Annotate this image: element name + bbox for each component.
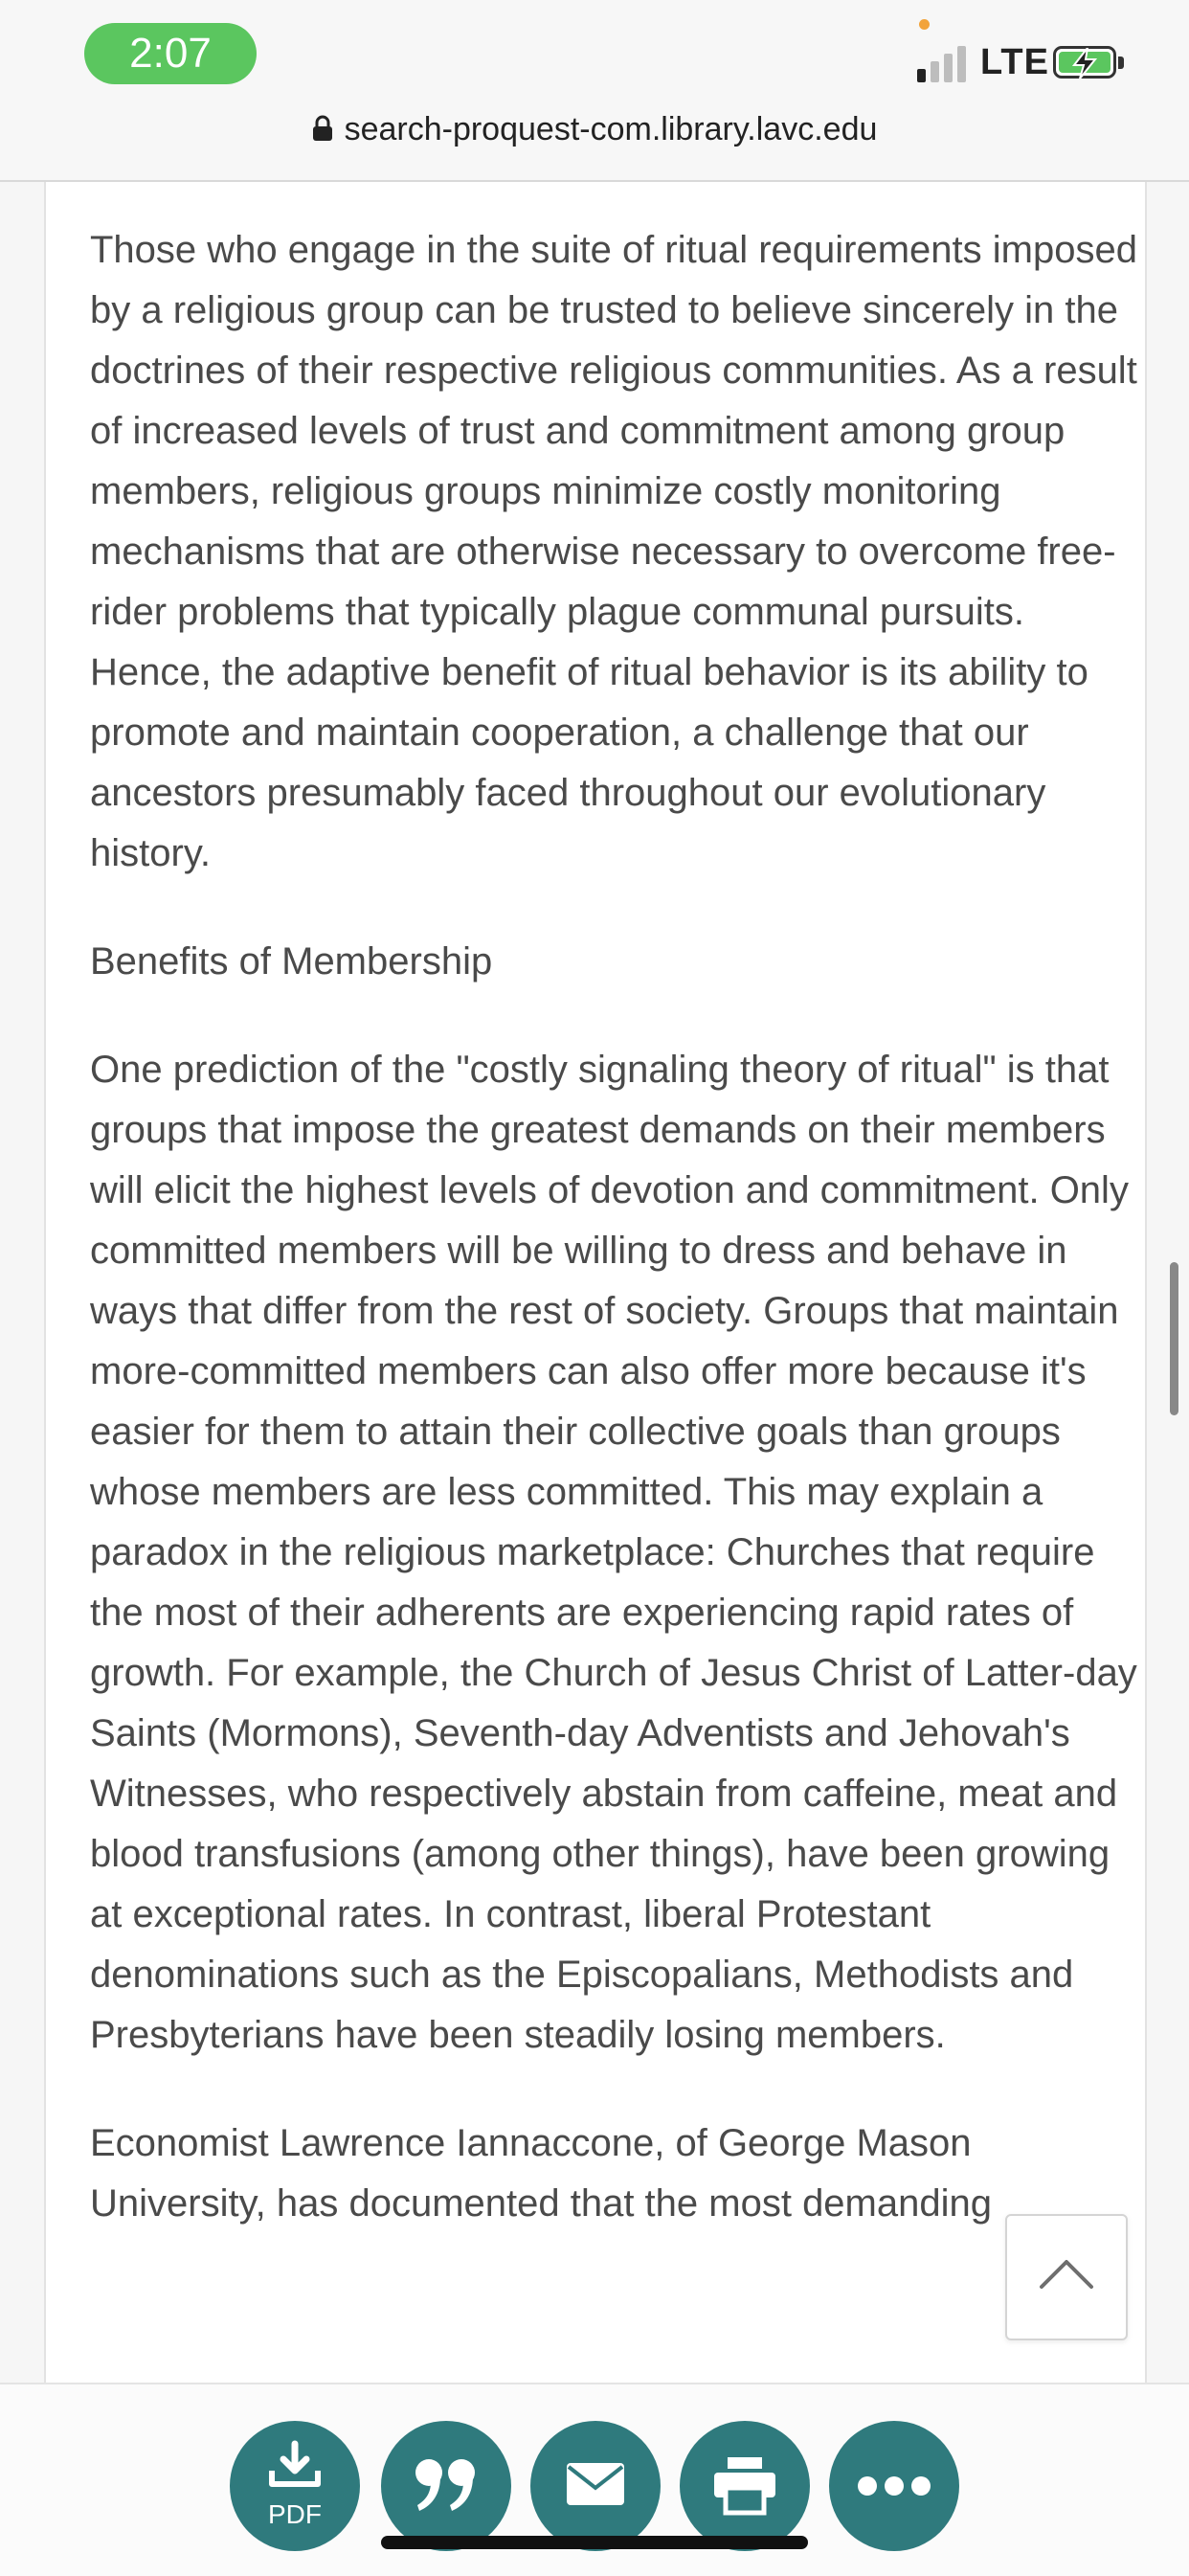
battery-charging-icon xyxy=(1053,46,1126,82)
chevron-up-icon xyxy=(1036,2254,1097,2293)
more-dots-icon xyxy=(856,2474,932,2497)
article-paragraph: Those who engage in the suite of ritual requirements imposed by a religious group can be trusted to believe sincerely in the doctrines of their respective religious communities. As a result of increased levels of trust and commitment among group members, religious groups minimize costly monitoring mechanisms that are otherwise necessary to overcome free-rider problems that typically plague communal pursuits. Hence, the adaptive benefit of ritual behavior is its ability to promote and maintain cooperation, a challenge that our ancestors presumably faced throughout our evolutionary history. xyxy=(90,229,1137,874)
download-icon xyxy=(266,2440,324,2494)
home-indicator[interactable] xyxy=(381,2536,808,2549)
article-body xyxy=(90,220,1143,2234)
email-button[interactable] xyxy=(530,2421,661,2551)
more-options-button[interactable] xyxy=(829,2421,959,2551)
article-page xyxy=(44,182,1147,2384)
cellular-signal-icon xyxy=(917,44,971,82)
envelope-icon xyxy=(565,2461,626,2507)
cite-button[interactable] xyxy=(381,2421,511,2551)
privacy-indicator-dot xyxy=(919,19,930,30)
back-to-top-button[interactable] xyxy=(1005,2214,1128,2340)
browser-top-bar xyxy=(0,0,1189,182)
download-pdf-button[interactable] xyxy=(230,2421,360,2551)
article-paragraph: One prediction of the "costly signaling theory of ritual" is that groups that impose the greatest demands on their members will elicit the highest levels of devotion and commitment. Only committed members will be willing to dress and behave in ways that differ from the rest of society. Groups that maintain more-committed members can also offer more because it's easier for them to attain their collective goals than groups whose members are less committed. This may explain a paradox in the religious marketplace: Churches that require the most of their adherents are experiencing rapid rates of growth. For example, the Church of Jesus Christ of Latter-day Saints (Mormons), Seventh-day Adventists and Jehovah's Witnesses, who respectively abstain from caffeine, meat and blood transfusions (among other things), have been growing at exceptional rates. In contrast, liberal Protestant denominations such as the Episcopalians, Methodists and Presbyterians have been steadily losing members. xyxy=(90,1049,1137,2056)
address-bar[interactable] xyxy=(0,111,1189,150)
article-paragraph: Economist Lawrence Iannaccone, of George Mason University, has documented that the most demanding xyxy=(90,2122,992,2225)
lock-icon xyxy=(312,113,333,150)
scrollbar-thumb[interactable] xyxy=(1170,1262,1178,1415)
pdf-label: PDF xyxy=(268,2499,322,2529)
network-type: LTE xyxy=(980,42,1049,82)
quote-icon xyxy=(412,2455,481,2517)
status-time: 2:07 xyxy=(84,23,257,84)
print-button[interactable] xyxy=(680,2421,810,2551)
section-heading: Benefits of Membership xyxy=(90,940,493,983)
printer-icon xyxy=(710,2453,779,2517)
url-text: search-proquest-com.library.lavc.edu xyxy=(344,111,878,147)
